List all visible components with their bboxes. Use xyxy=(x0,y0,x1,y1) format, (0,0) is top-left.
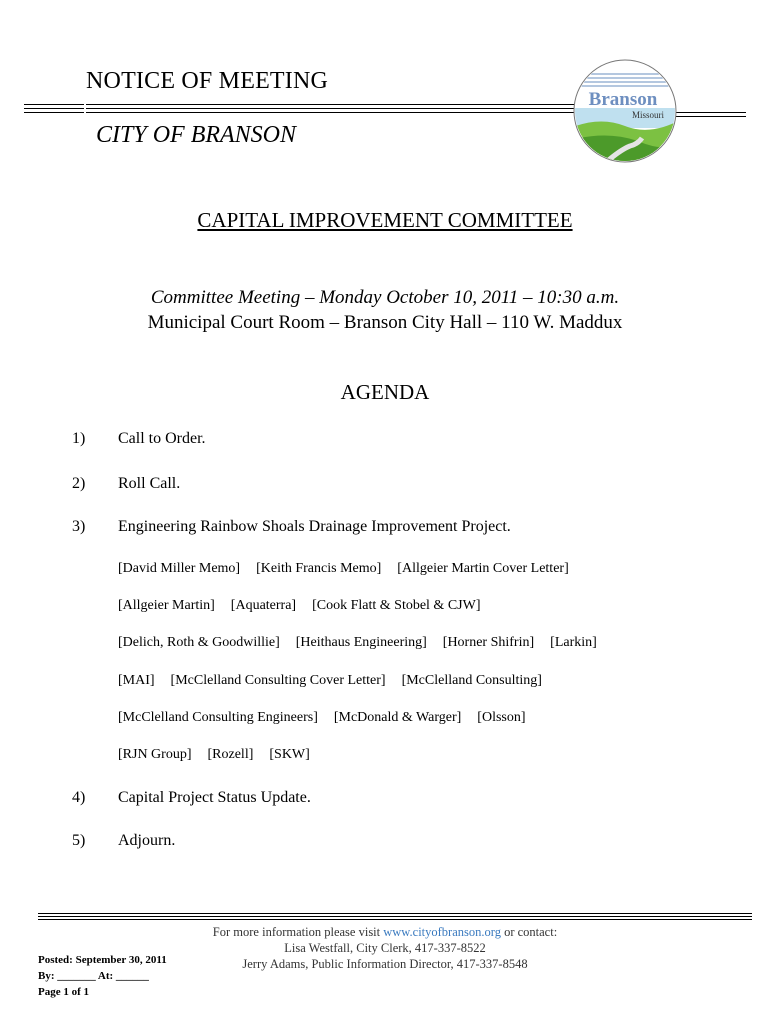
attachment-link[interactable]: [Larkin] xyxy=(550,635,597,650)
header-rule-2 xyxy=(86,108,576,109)
header-right-rule-2 xyxy=(676,116,746,117)
attachment-link[interactable]: [McClelland Consulting Engineers] xyxy=(118,710,318,725)
attachment-row xyxy=(118,561,585,577)
agenda-item-number: 2) xyxy=(72,475,86,492)
attachment-link[interactable]: [Rozell] xyxy=(207,747,254,762)
attachment-link[interactable]: [MAI] xyxy=(118,673,155,688)
attachment-link[interactable]: [McDonald & Warger] xyxy=(333,710,462,725)
meeting-datetime: Committee Meeting – Monday October 10, 2011 – 10:30 a.m. xyxy=(150,287,620,308)
agenda-item-number: 3) xyxy=(72,518,86,535)
logo-name: Branson xyxy=(588,89,658,110)
footer-contact-info xyxy=(160,924,610,972)
page-title: NOTICE OF MEETING xyxy=(86,68,329,94)
footer-info-line: For more information please visit www.cityofbranson.org or contact: xyxy=(212,925,558,939)
attachment-link[interactable]: [Keith Francis Memo] xyxy=(256,561,382,576)
agenda-item-label: Engineering Rainbow Shoals Drainage Improvement Project. xyxy=(118,518,511,535)
page-number: Page 1 of 1 xyxy=(38,986,90,998)
agenda-item-number: 1) xyxy=(72,430,86,447)
attachment-link[interactable]: [Allgeier Martin Cover Letter] xyxy=(397,561,569,576)
header-right-rule-1 xyxy=(676,112,746,113)
attachment-link[interactable]: [Olsson] xyxy=(477,710,526,725)
footer-rule-1 xyxy=(38,913,752,914)
attachment-link[interactable]: [McClelland Consulting Cover Letter] xyxy=(170,673,386,688)
attachment-row xyxy=(118,747,326,763)
attachment-link[interactable]: [Cook Flatt & Stobel & CJW] xyxy=(312,598,481,613)
footer-rule-2 xyxy=(38,916,752,917)
agenda-heading: AGENDA xyxy=(340,380,430,404)
attachment-link[interactable]: [Horner Shifrin] xyxy=(442,635,535,650)
agenda-item-label: Roll Call. xyxy=(118,475,181,492)
city-name: CITY OF BRANSON xyxy=(96,122,297,148)
attachment-row xyxy=(118,635,613,651)
city-website-link[interactable]: www.cityofbranson.org xyxy=(383,925,501,939)
posted-date: Posted: September 30, 2011 xyxy=(38,954,167,966)
agenda-item-label: Capital Project Status Update. xyxy=(118,789,311,806)
agenda-item-number: 5) xyxy=(72,832,86,849)
header-left-rule-2 xyxy=(24,108,84,109)
branson-city-logo xyxy=(570,58,680,164)
attachment-link[interactable]: [Heithaus Engineering] xyxy=(295,635,427,650)
attachment-row xyxy=(118,598,496,614)
footer-contact-pio: Jerry Adams, Public Information Director, 417-337-8548 xyxy=(242,957,528,971)
committee-name: CAPITAL IMPROVEMENT COMMITTEE xyxy=(197,208,573,232)
attachment-link[interactable]: [SKW] xyxy=(269,747,310,762)
attachment-row xyxy=(118,710,542,726)
header-rule-3 xyxy=(86,112,576,113)
footer-rule-3 xyxy=(38,919,752,920)
agenda-item-label: Call to Order. xyxy=(118,430,206,447)
meeting-location: Municipal Court Room – Branson City Hall – 110 W. Maddux xyxy=(147,312,623,333)
agenda-item-number: 4) xyxy=(72,789,86,806)
attachment-link[interactable]: [Allgeier Martin] xyxy=(118,598,215,613)
agenda-item-label: Adjourn. xyxy=(118,832,176,849)
header-rule-1 xyxy=(86,104,576,105)
posted-by: By: _______ At: ______ xyxy=(38,970,149,982)
header-left-rule-1 xyxy=(24,104,84,105)
attachment-link[interactable]: [Aquaterra] xyxy=(230,598,297,613)
attachment-link[interactable]: [McClelland Consulting] xyxy=(401,673,542,688)
attachment-link[interactable]: [David Miller Memo] xyxy=(118,561,241,576)
footer-contact-clerk: Lisa Westfall, City Clerk, 417-337-8522 xyxy=(284,941,486,955)
posting-info xyxy=(38,952,167,1000)
logo-state: Missouri xyxy=(631,110,665,120)
attachment-link[interactable]: [RJN Group] xyxy=(118,747,192,762)
attachment-row xyxy=(118,673,558,689)
attachment-link[interactable]: [Delich, Roth & Goodwillie] xyxy=(118,635,280,650)
header-left-rule-3 xyxy=(24,112,84,113)
